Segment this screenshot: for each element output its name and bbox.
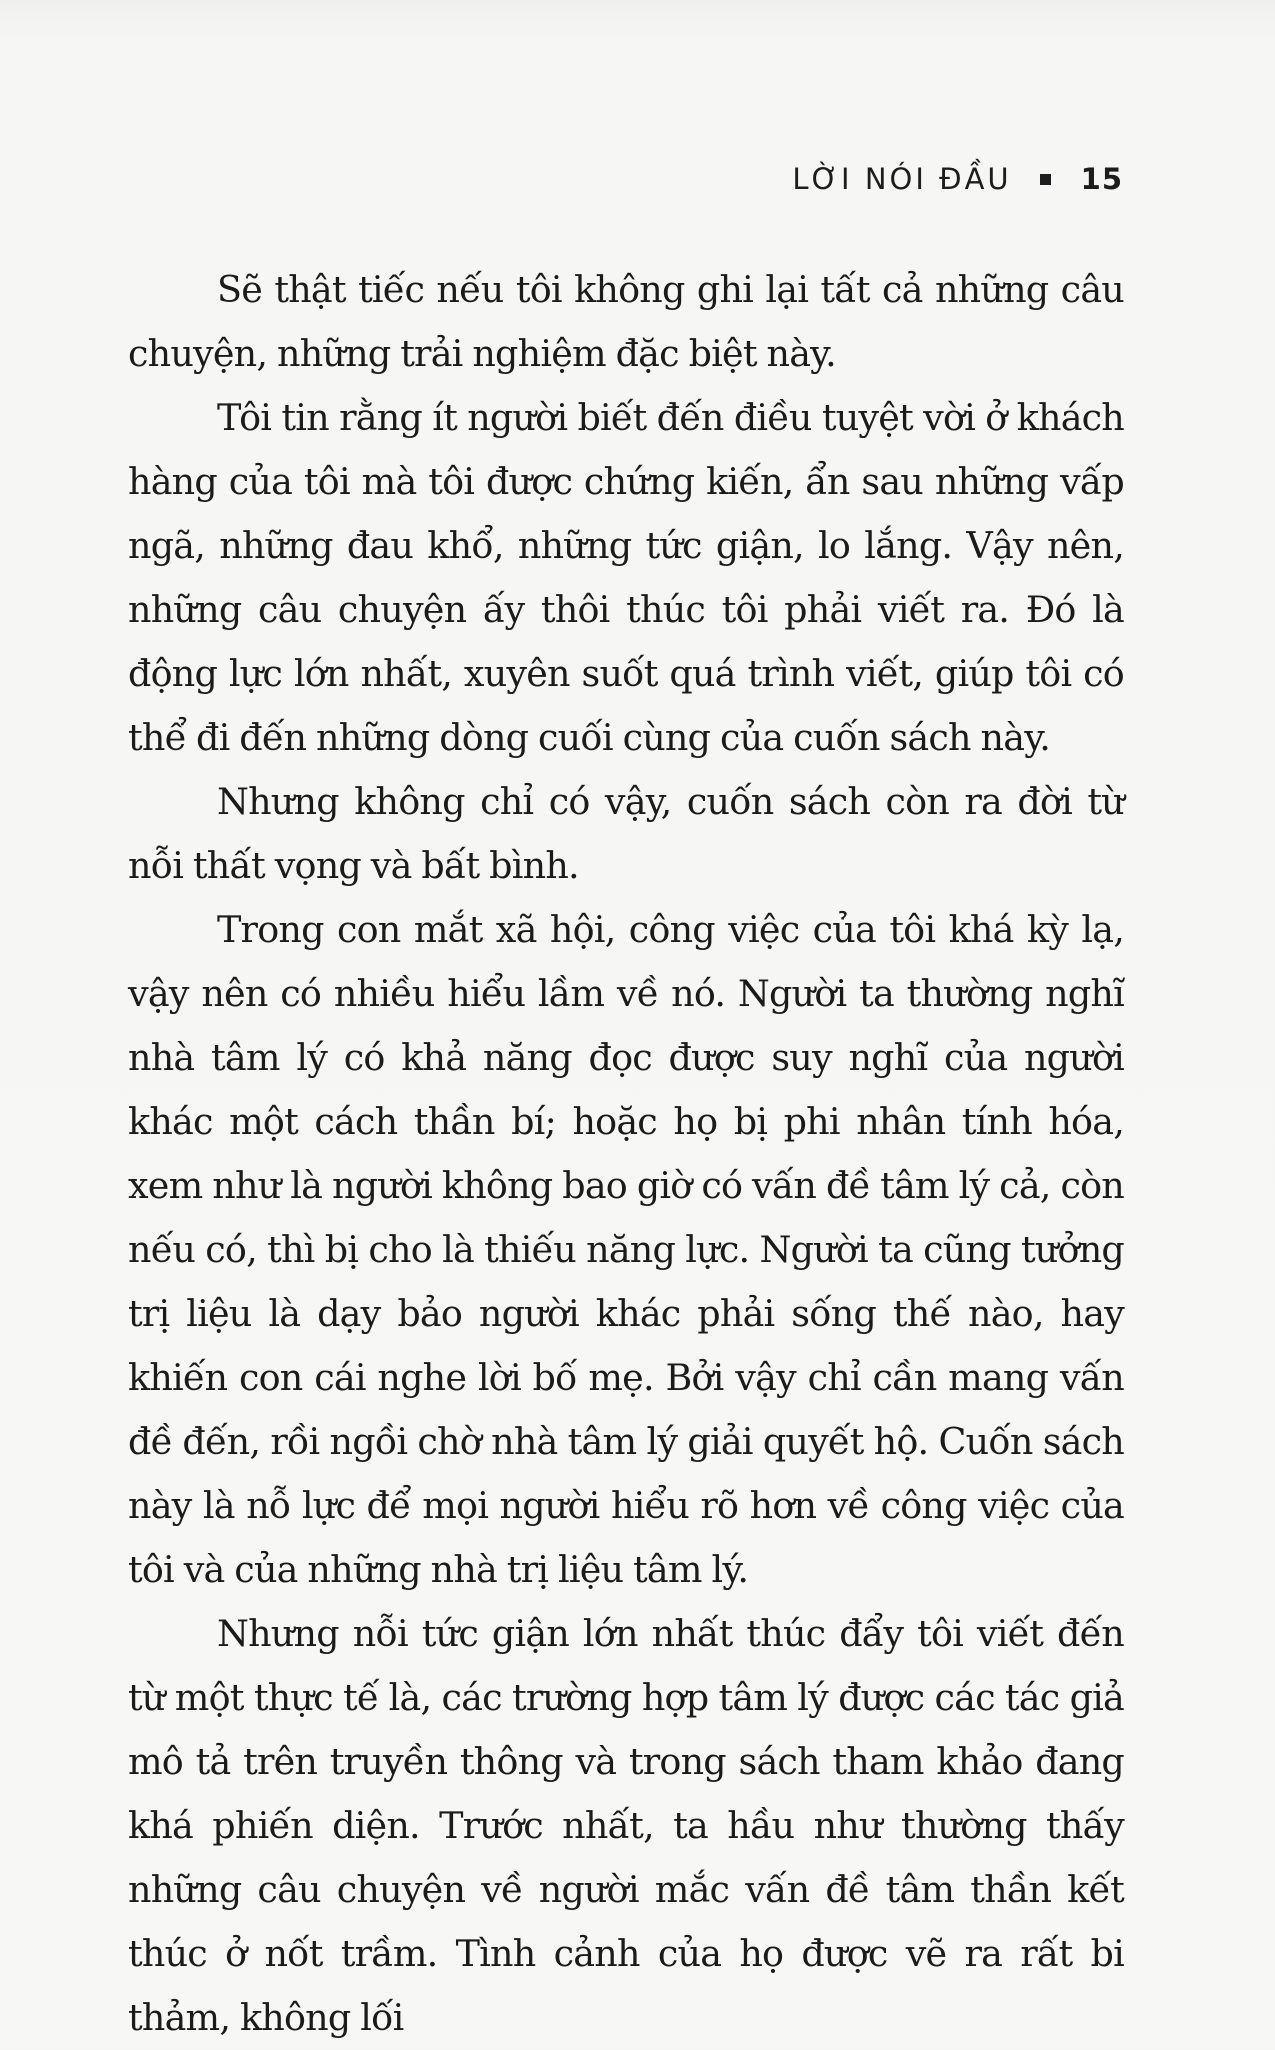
separator-bullet-icon [1040, 174, 1051, 185]
paragraph: Sẽ thật tiếc nếu tôi không ghi lại tất cả những câu chuyện, những trải nghiệm đặc biệt này. [128, 268, 1124, 375]
body-text [128, 258, 1124, 2050]
paragraph: Tôi tin rằng ít người biết đến điều tuyệt vời ở khách hàng của tôi mà tôi được chứng kiến, ẩn sau những vấp ngã, những đau khổ, những tức giận, lo lắng. Vậy nên, những câu chuyện ấy thôi thúc tôi phải viết ra. Đó là động lực lớn nhất, xuyên suốt quá trình viết, giúp tôi có thể đi đến những dòng cuối cùng của cuốn sách này. [128, 396, 1124, 759]
page-number: 15 [1080, 162, 1123, 196]
running-header [792, 162, 1123, 196]
chapter-title: LỜI NÓI ĐẦU [792, 162, 1012, 196]
paragraph: Trong con mắt xã hội, công việc của tôi khá kỳ lạ, vậy nên có nhiều hiểu lầm về nó. Người ta thường nghĩ nhà tâm lý có khả năng đọc được suy nghĩ của người khác một cách thần bí; hoặc họ bị phi nhân tính hóa, xem như là người không bao giờ có vấn đề tâm lý cả, còn nếu có, thì bị cho là thiếu năng lực. Người ta cũng tưởng trị liệu là dạy bảo người khác phải sống thế nào, hay khiến con cái nghe lời bố mẹ. Bởi vậy chỉ cần mang vấn đề đến, rồi ngồi chờ nhà tâm lý giải quyết hộ. Cuốn sách này là nỗ lực để mọi người hiểu rõ hơn về công việc của tôi và của những nhà trị liệu tâm lý. [128, 908, 1124, 1591]
paragraph: Nhưng nỗi tức giận lớn nhất thúc đẩy tôi viết đến từ một thực tế là, các trường hợp tâm lý được các tác giả mô tả trên truyền thông và trong sách tham khảo đang khá phiến diện. Trước nhất, ta hầu như thường thấy những câu chuyện về người mắc vấn đề tâm thần kết thúc ở nốt trầm. Tình cảnh của họ được vẽ ra rất bi thảm, không lối [128, 1612, 1124, 2039]
paragraph: Nhưng không chỉ có vậy, cuốn sách còn ra đời từ nỗi thất vọng và bất bình. [128, 780, 1124, 887]
